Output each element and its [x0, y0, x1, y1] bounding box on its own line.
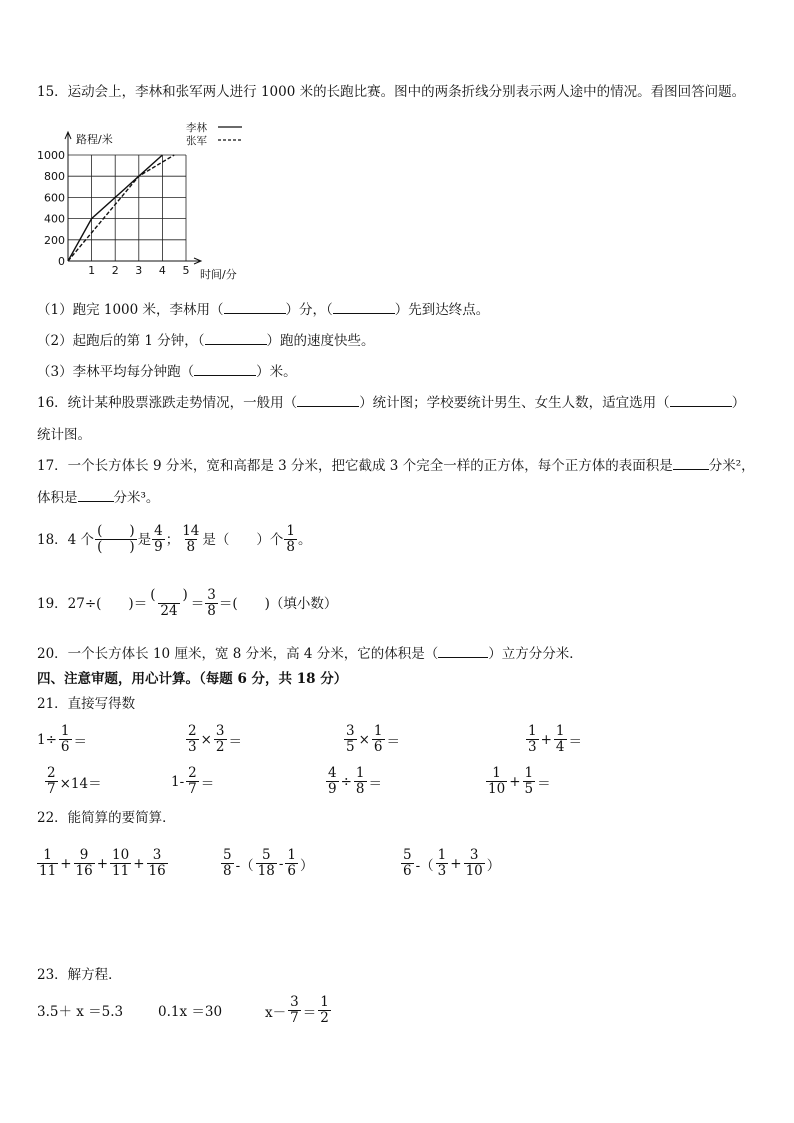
- fraction: $\frac{4}{9}$: [154, 523, 163, 555]
- answer-blank[interactable]: [670, 394, 732, 407]
- answer-blank[interactable]: [224, 301, 286, 314]
- x-tick-label: 3: [135, 264, 143, 277]
- fraction: $\frac{( )}{( )}$: [97, 523, 135, 555]
- fraction: $\frac{( )}{24}$: [150, 587, 188, 619]
- x-tick-label: 2: [111, 264, 119, 277]
- y-tick-label: 1000: [37, 149, 65, 162]
- answer-blank[interactable]: [205, 332, 267, 345]
- q15-sub2: （2）起跑后的第 1 分钟，（ ）跑的速度快些。: [37, 333, 375, 349]
- x-tick-label: 5: [182, 264, 190, 277]
- y-tick-label: 600: [44, 191, 65, 205]
- q23-eq-3: x－ $\frac{3}{7}$ ＝ $\frac{1}{2}$: [265, 994, 329, 1026]
- q21-expr-7: $\frac{4}{9}$ ÷ $\frac{1}{8}$ ＝: [328, 765, 382, 797]
- q21-expr-6: 1- $\frac{2}{7}$ ＝: [171, 765, 215, 797]
- answer-blank[interactable]: [78, 489, 114, 502]
- q21-expr-1: 1÷ $\frac{1}{6}$ ＝: [37, 723, 87, 755]
- q18: 18．4 个 $\frac{( )}{( )}$ 是 $\frac{4}{9}$ ； $\frac{14}{8}$ 是（ ）个 $\frac{1}{8}$ 。: [37, 523, 312, 555]
- fraction: $\frac{3}{8}$: [207, 587, 216, 619]
- q15-sub3: （3）李林平均每分钟跑（ ）米。: [37, 364, 297, 380]
- distance-time-chart: [36, 118, 266, 286]
- fraction: $\frac{14}{8}$: [182, 523, 200, 555]
- answer-blank[interactable]: [438, 645, 488, 658]
- origin-label: 0: [58, 255, 65, 268]
- q17-line1: 17．一个长方体长 9 分米，宽和高都是 3 分米，把它截成 3 个完全一样的正方体，每个正方体的表面积是 分米²，: [37, 458, 755, 474]
- q17-line2: 体积是 分米³。: [37, 490, 160, 506]
- answer-blank[interactable]: [673, 457, 709, 470]
- q21-expr-5: $\frac{2}{7}$ ×14＝: [47, 765, 102, 797]
- q16-line2: 统计图。: [37, 427, 91, 443]
- y-tick-label: 800: [44, 170, 65, 184]
- q15-text: 15．运动会上，李林和张军两人进行 1000 米的长跑比赛。图中的两条折线分别表示两人途中的情况。看图回答问题。: [37, 84, 746, 100]
- q16-line1: 16．统计某种股票涨跌走势情况，一般用（ ）统计图；学校要统计男生、女生人数，适宜选用（ ）: [37, 395, 746, 411]
- series-line-2: [68, 155, 174, 261]
- q19: 19．27÷( )＝ $\frac{( )}{24}$ ＝ $\frac{3}{8}$ ＝( )（填小数）: [37, 587, 338, 619]
- answer-blank[interactable]: [297, 394, 359, 407]
- section-4-heading: 四、注意审题，用心计算。（每题 6 分，共 18 分）: [37, 671, 348, 687]
- answer-blank[interactable]: [194, 363, 256, 376]
- x-axis-label: 时间/分: [200, 268, 237, 281]
- legend-label: 张军: [186, 135, 207, 147]
- q22-expr-3: $\frac{5}{6}$ -（ $\frac{1}{3}$ + $\frac{3}{10}$ ）: [403, 847, 501, 879]
- y-tick-label: 400: [44, 212, 65, 226]
- q21-expr-2: $\frac{2}{3}$ × $\frac{3}{2}$ ＝: [188, 723, 242, 755]
- q23-eq-2: 0.1x ＝30: [158, 1004, 223, 1020]
- fraction: $\frac{1}{8}$: [286, 523, 295, 555]
- q23-eq-1: 3.5＋ x ＝5.3: [37, 1004, 124, 1020]
- answer-blank[interactable]: [333, 301, 395, 314]
- q22-expr-1: $\frac{1}{11}$ + $\frac{9}{16}$ + $\frac{10}{11}$ + $\frac{3}{16}$: [39, 847, 166, 879]
- q20: 20．一个长方体长 10 厘米，宽 8 分米，高 4 分米，它的体积是（ ）立方分分米．: [37, 646, 583, 662]
- x-tick-label: 4: [158, 264, 166, 277]
- q15-sub1: （1）跑完 1000 米，李林用（ ）分，（ ）先到达终点。: [37, 302, 490, 318]
- x-tick-label: 1: [88, 264, 96, 277]
- legend-label: 李林: [186, 122, 207, 134]
- y-tick-label: 200: [44, 233, 65, 247]
- q21-expr-8: $\frac{1}{10}$ + $\frac{1}{5}$ ＝: [488, 765, 551, 797]
- y-axis-label: 路程/米: [76, 133, 113, 146]
- q21-expr-3: $\frac{3}{5}$ × $\frac{1}{6}$ ＝: [346, 723, 400, 755]
- q23-title: 23．解方程．: [37, 967, 122, 983]
- q21-title: 21．直接写得数: [37, 696, 136, 712]
- q22-expr-2: $\frac{5}{8}$ -（ $\frac{5}{18}$ - $\frac{1}{6}$ ）: [223, 847, 314, 879]
- q21-expr-4: $\frac{1}{3}$ + $\frac{1}{4}$ ＝: [528, 723, 582, 755]
- q22-title: 22．能简算的要简算．: [37, 810, 176, 826]
